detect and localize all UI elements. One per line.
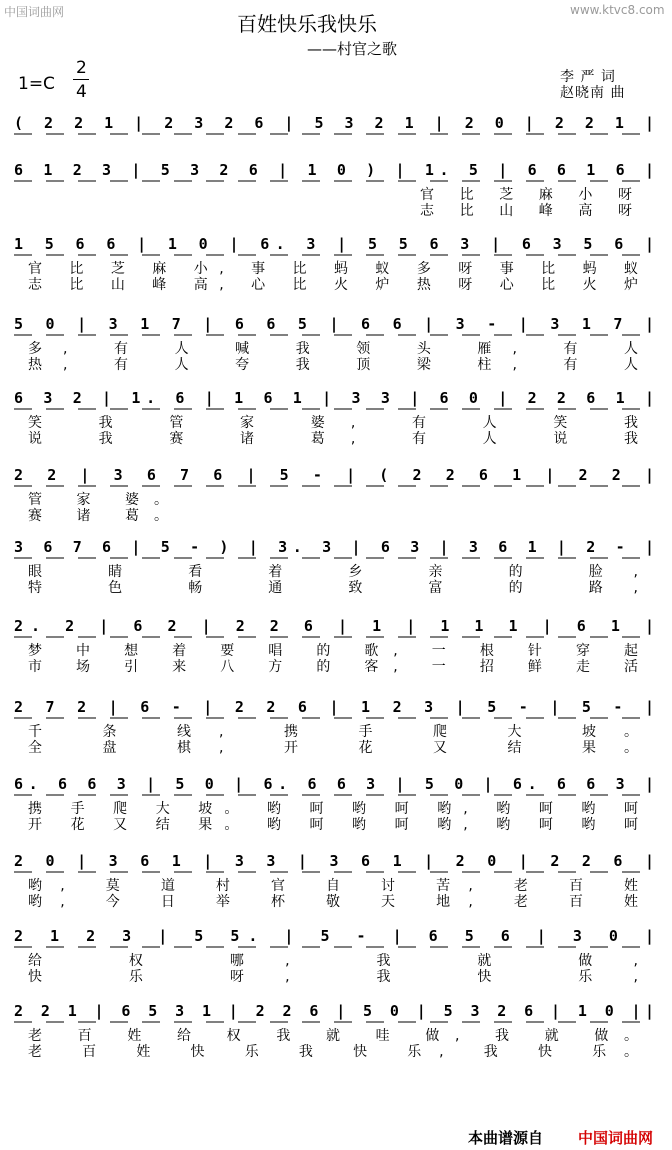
song-title: 百姓快乐我快乐	[237, 12, 377, 36]
lyric-verse-1: 官 比 芝 麻 小 呀	[420, 187, 632, 203]
lyric-verse-2: 老 百 姓 快 乐 我 快 乐, 我 快 乐。	[28, 1044, 638, 1060]
lyric-verse-1: 老 百 姓 给 权 我 就 哇 做, 我 就 做。	[28, 1028, 638, 1044]
watermark-left: 中国词曲网	[4, 5, 65, 19]
notation-row: 2. 2 | 6 2 | 2 2 6 | 1 | 1 1 1 | 6 1 |	[14, 617, 654, 635]
lyric-verse-1: 官 比 芝 麻 小, 事 比 蚂 蚁 多 呀 事 比 蚂 蚁	[28, 261, 639, 277]
notation-row: 1 5 6 6 | 1 0 | 6. 3 | 5 5 6 3 | 6 3 5 6 |	[14, 235, 654, 253]
notation-row: 2 2 1 | 6 5 3 1 | 2 2 6 | 5 0 | 5 3 2 6 | 1 0 ||	[14, 1002, 654, 1020]
lyric-verse-2: 热, 有 人 夸 我 顶 梁 柱, 有 人	[28, 357, 638, 373]
notation-row: 6. 6 6 3 | 5 0 | 6. 6 6 3 | 5 0 | 6. 6 6 3 |	[14, 775, 654, 793]
composer-credit: 赵晓南 曲	[560, 85, 626, 101]
lyric-verse-1: 千 条 线, 携 手 爬 大 坡。	[28, 724, 638, 740]
lyric-verse-1: 管 家 婆。	[28, 492, 168, 508]
notation-row: 2 1 2 3 | 5 5. | 5 - | 6 5 6 | 3 0 |	[14, 927, 654, 945]
key-signature: 1=C	[18, 74, 55, 94]
lyric-verse-2: 市 场 引 来 八 方 的 客, 一 招 鲜 走 活	[28, 659, 639, 675]
lyric-verse-2: 特 色 畅 通 致 富 的 路,	[28, 580, 639, 596]
notation-row: 2 2 | 3 6 7 6 | 5 - | ( 2 2 6 1 | 2 2 |	[14, 466, 654, 484]
lyric-verse-1: 多, 有 人 喊 我 领 头 雁, 有 人	[28, 341, 638, 357]
song-subtitle: ——村官之歌	[307, 40, 398, 58]
lyricist-credit: 李 严 词	[560, 69, 616, 85]
lyric-verse-2: 哟, 今 日 举 杯 敬 天 地, 老 百 姓	[28, 894, 639, 910]
lyric-verse-1: 眼 睛 看 着 乡 亲 的 脸,	[28, 564, 639, 580]
watermark-right: www.ktvc8.com	[570, 3, 665, 17]
notation-row: 2 0 | 3 6 1 | 3 3 | 3 6 1 | 2 0 | 2 2 6 |	[14, 852, 654, 870]
notation-row: ( 2 2 1 | 2 3 2 6 | 5 3 2 1 | 2 0 | 2 2 1 |	[14, 114, 655, 132]
lyric-verse-2: 开 花 又 结 果。 哟 呵 哟 呵 哟, 哟 呵 哟 呵	[28, 817, 638, 833]
footer-site-name: 中国词曲网	[578, 1129, 654, 1147]
notation-row: 6 3 2 | 1. 6 | 1 6 1 | 3 3 | 6 0 | 2 2 6 1 |	[14, 389, 654, 407]
lyric-verse-1: 梦 中 想 着 要 唱 的 歌, 一 根 针 穿 起	[28, 643, 639, 659]
notation-row: 3 6 7 6 | 5 - ) | 3. 3 | 6 3 | 3 6 1 | 2 - |	[14, 538, 654, 556]
lyric-verse-2: 快 乐 呀, 我 快 乐,	[28, 969, 638, 985]
lyric-verse-2: 志 比 山 峰 高 呀	[420, 203, 632, 219]
lyric-verse-2: 说 我 赛 诸 葛, 有 人 说 我	[28, 431, 638, 447]
notation-row: 6 1 2 3 | 5 3 2 6 | 1 0 ) | 1. 5 | 6 6 1 6 |	[14, 161, 654, 179]
time-signature-top: 2	[76, 58, 87, 78]
lyric-verse-1: 给 权 哪, 我 就 做,	[28, 953, 638, 969]
lyric-verse-1: 哟, 莫 道 村 官 自 讨 苦, 老 百 姓	[28, 878, 639, 894]
lyric-verse-1: 笑 我 管 家 婆, 有 人 笑 我	[28, 415, 638, 431]
footer-source-label: 本曲谱源自	[468, 1129, 544, 1147]
notation-row: 5 0 | 3 1 7 | 6 6 5 | 6 6 | 3 - | 3 1 7 |	[14, 315, 654, 333]
lyric-verse-2: 赛 诸 葛。	[28, 508, 168, 524]
lyric-verse-2: 全 盘 棋, 开 花 又 结 果。	[28, 740, 638, 756]
notation-row: 2 7 2 | 6 - | 2 2 6 | 1 2 3 | 5 - | 5 - |	[14, 698, 654, 716]
lyric-verse-1: 携 手 爬 大 坡。 哟 呵 哟 呵 哟, 哟 呵 哟 呵	[28, 801, 638, 817]
lyric-verse-2: 志 比 山 峰 高, 心 比 火 炉 热 呀 心 比 火 炉	[28, 277, 639, 293]
time-signature-bottom: 4	[76, 82, 87, 102]
